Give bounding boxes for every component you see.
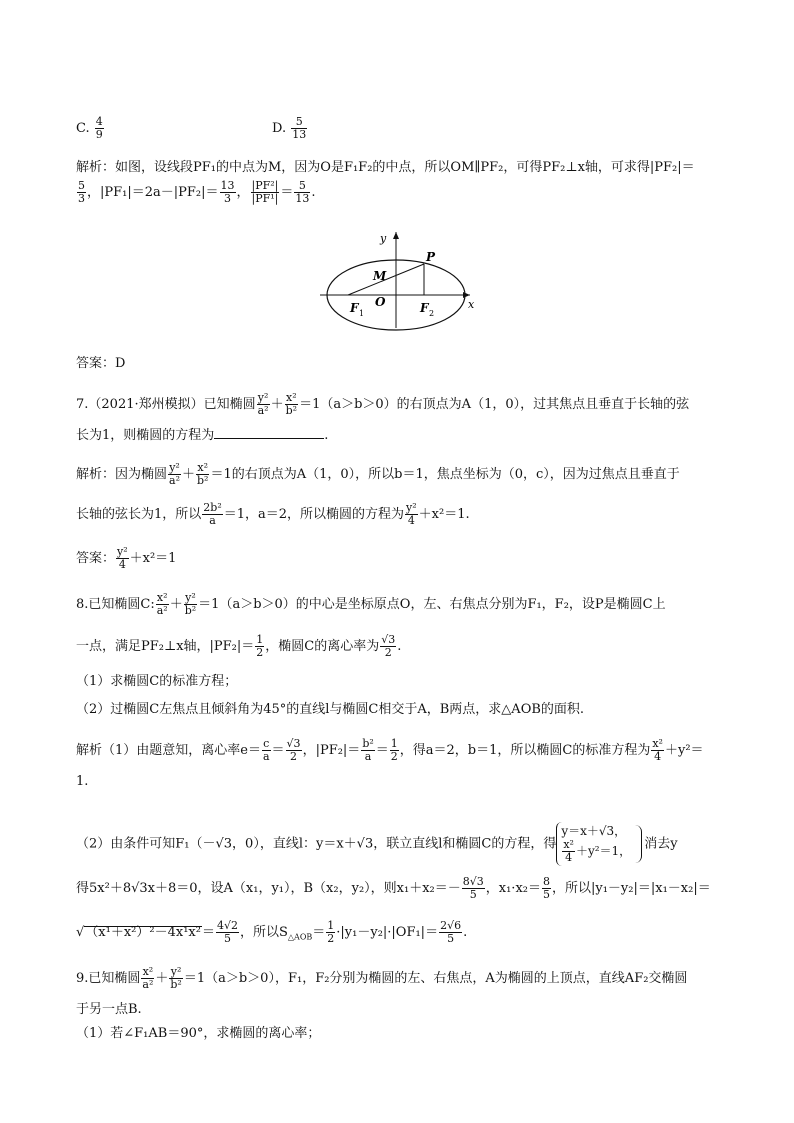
q7-analysis-line2: 长轴的弦长为1，所以 $\frac{\text{2b²}}{a}$ ＝1，a＝2，所以椭圆的方程为 $\frac{\text{y²}}{4}$ ＋x²＝1. [76, 501, 470, 527]
q9-line1: 9.已知椭圆 $\frac{\text{x²}}{\text{a²}}$ ＋ $\frac{\text{y²}}{\text{b²}}$ ＝1（a＞b＞0），F₁，F₂分别为椭圆的左、右焦点，A为椭圆的上顶点，直线AF₂交椭圆 [76, 965, 688, 991]
fraction: $\frac{5}{13}$ [292, 115, 307, 141]
answer-blank[interactable] [214, 426, 324, 439]
option-c: C. $\frac{4}{9}$ [76, 115, 103, 141]
q8-analysis-line1-cont: 1. [76, 774, 89, 789]
q8-analysis-line4: √（x¹＋x²）²－4x¹x²＝ $\frac{4√2}{5}$ ，所以$S_{\triangle AOB}=$ $\frac{1}{2}$ ·|y₁－y₂|·|OF₁|＝ $\frac{2√6}{5}$ . [76, 919, 468, 945]
q6-analysis-line1: 解析：如图，设线段PF₁的中点为M，因为O是F₁F₂的中点，所以OM∥PF₂，可得PF₂⊥x轴，可求得|PF₂|＝ [76, 160, 695, 175]
q7-line2: 长为1，则椭圆的方程为 . [76, 428, 329, 443]
q8-analysis-line2: （2）由条件可知F₁（－√3，0），直线l：y＝x＋√3，联立直线l和椭圆C的方程，得y＝x＋√3， $\frac{\text{x²}}{4}$ ＋y²＝1， 消去y [76, 824, 678, 864]
y-axis-arrow [393, 232, 399, 239]
q7-answer: 答案： $\frac{\text{y²}}{4}$ ＋x²＝1 [76, 545, 177, 571]
q6-analysis-line2: $\frac{5}{3}$ ，|PF₁|＝2a－|PF₂|＝ $\frac{13}{3}$ ， $\frac{\text{|PF²|}}{\text{|PF¹|}}$ ＝ $\frac{5}{13}$ . [78, 179, 316, 205]
q8-line2: 一点，满足PF₂⊥x轴，|PF₂|＝ $\frac{1}{2}$ ，椭圆C的离心率为 $\frac{√3}{2}$ . [76, 633, 402, 659]
label-o: O [375, 295, 386, 309]
q8-analysis-line1: 解析（1）由题意知，离心率e＝ $\frac{c}{a}$ ＝ $\frac{√3}{2}$ ，|PF₂|＝ $\frac{\text{b²}}{a}$ ＝ $\frac{1}{2}$ ，得a＝2，b＝1，所以椭圆C的标准方程为 $\frac{\text{x²}}{4}$ ＋y²＝ [76, 737, 704, 763]
q9-line2: 于另一点B. [76, 1002, 142, 1017]
label-f1: F [350, 301, 359, 315]
label-x: x [468, 298, 475, 311]
label-f2: F [420, 301, 429, 315]
label-f1-sub: 1 [359, 309, 365, 318]
equation-system: y＝x＋√3， $\frac{\text{x²}}{4}$ ＋y²＝1， [556, 822, 635, 866]
label-y: y [380, 232, 387, 245]
q8-sub2: （2）过椭圆C左焦点且倾斜角为45°的直线l与椭圆C相交于A，B两点，求△AOB的面积. [76, 702, 585, 717]
q7-analysis-line1: 解析：因为椭圆 $\frac{\text{y²}}{\text{a²}}$ ＋ $\frac{\text{x²}}{\text{b²}}$ ＝1的右顶点为A（1，0），所以b＝1，焦点坐标为（0，c），因为过焦点且垂直于 [76, 461, 680, 487]
q7-line1: 7.（2021·郑州模拟）已知椭圆 $\frac{\text{y²}}{\text{a²}}$ ＋ $\frac{\text{x²}}{\text{b²}}$ ＝1（a＞b＞0）的右顶点为A（1，0），过其焦点且垂直于长轴的弦 [76, 391, 690, 417]
ellipse-diagram [312, 228, 482, 338]
q8-analysis-line3: 得5x²＋8√3x＋8＝0，设A（x₁，y₁），B（x₂，y₂），则x₁＋x₂＝－ $\frac{8√3}{5}$ ，x₁·x₂＝ $\frac{8}{5}$ ，所以|y₁－y₂|＝|x₁－x₂|＝ [76, 875, 711, 901]
label-p: P [426, 250, 436, 264]
q9-sub1: （1）若∠F₁AB＝90°，求椭圆的离心率； [76, 1026, 321, 1041]
label-m: M [373, 269, 387, 283]
fraction: $\frac{4}{9}$ [95, 115, 103, 141]
option-d: D. $\frac{5}{13}$ [272, 115, 307, 141]
label-f2-sub: 2 [429, 309, 435, 318]
q6-answer: 答案：D [76, 356, 126, 371]
q8-line1: 8.已知椭圆C: $\frac{\text{x²}}{\text{a²}}$ ＋ $\frac{\text{y²}}{\text{b²}}$ ＝1（a＞b＞0）的中心是坐标原点O，左、右焦点分别为F₁，F₂，设P是椭圆C上 [76, 591, 666, 617]
q8-sub1: （1）求椭圆C的标准方程； [76, 674, 238, 689]
